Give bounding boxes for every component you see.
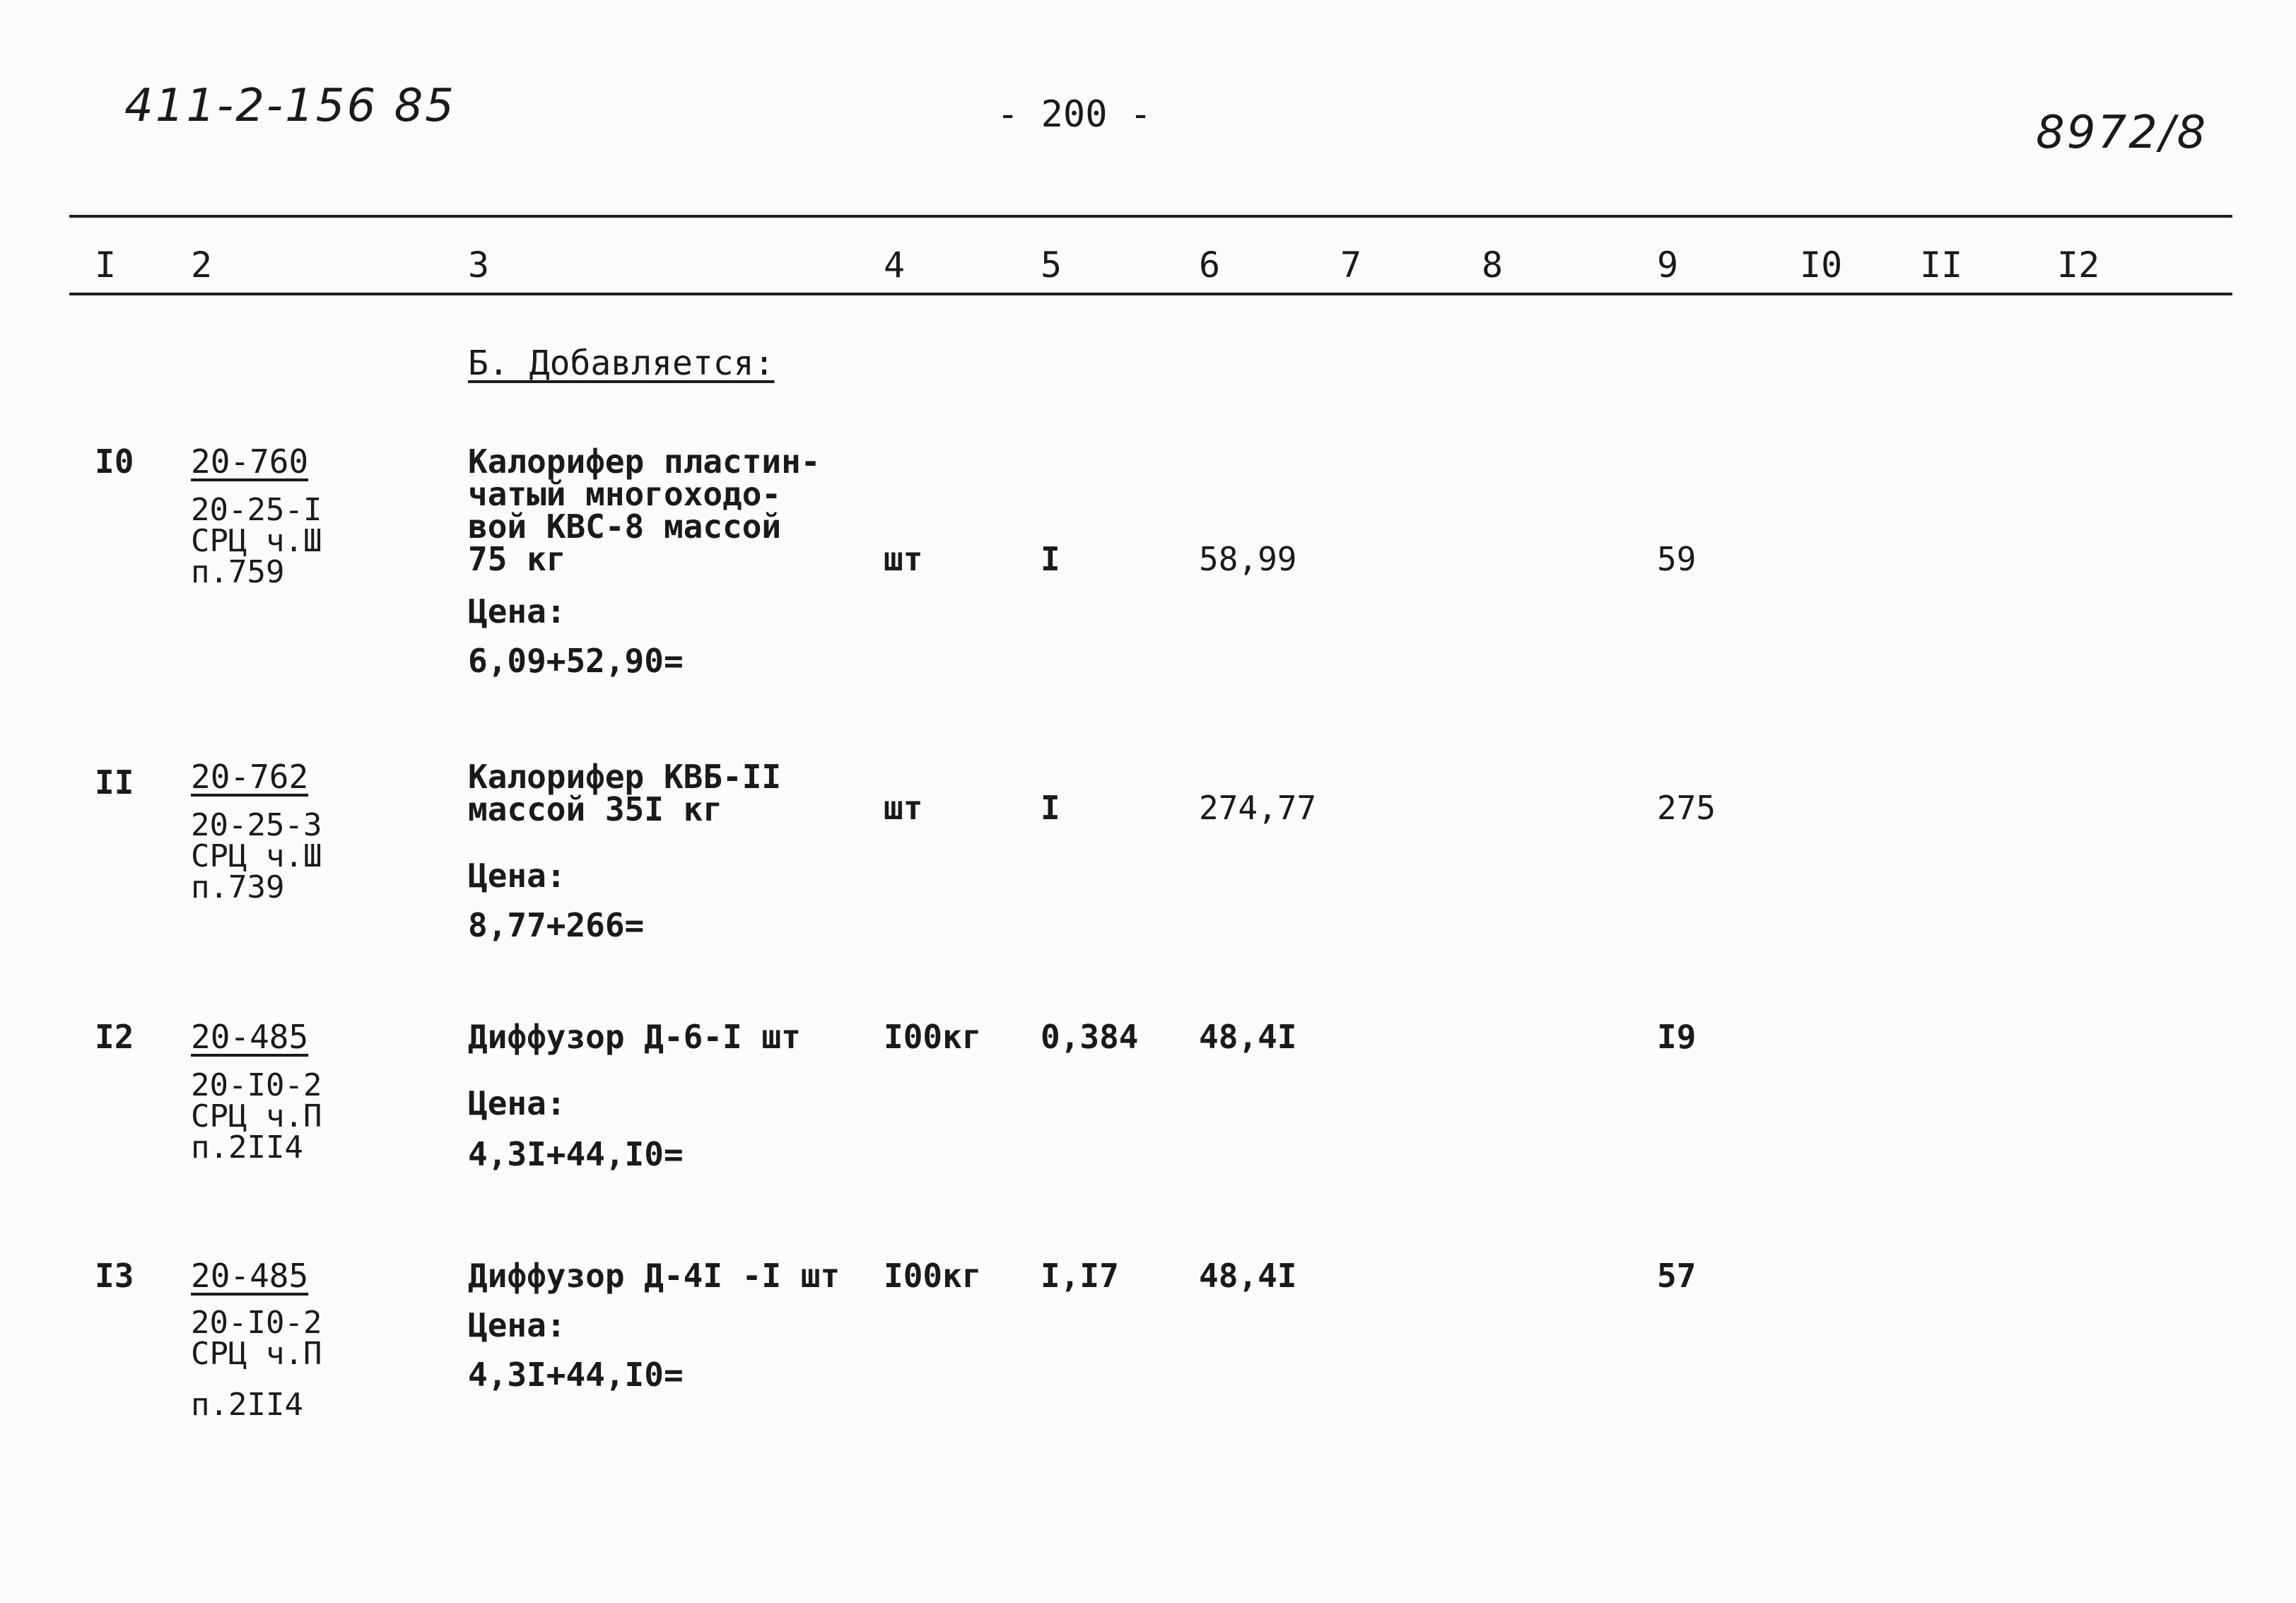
reference-line: СРЦ ч.П: [191, 1336, 322, 1372]
description-line: Калорифер КВБ-II: [468, 758, 782, 796]
quantity: 0,384: [1041, 1018, 1139, 1056]
reference-line: СРЦ ч.П: [191, 1098, 322, 1134]
unit: шт: [884, 540, 923, 578]
estimate-code: 20-762: [191, 758, 309, 796]
reference-line: СРЦ ч.Ш: [191, 838, 322, 874]
reference-line: 20-25-3: [191, 807, 322, 843]
table-header-rule: [69, 293, 2232, 295]
unit: I00кг: [884, 1257, 982, 1295]
column-number-8: 8: [1482, 245, 1504, 286]
price-label: Цена:: [468, 1084, 566, 1122]
column-number-12: I2: [2057, 245, 2100, 286]
column-number-3: 3: [468, 245, 490, 286]
section-title: Б. Добавляется:: [468, 344, 775, 383]
price-label: Цена:: [468, 1306, 566, 1344]
description-line: Диффузор Д-6-I шт: [468, 1018, 801, 1056]
column-number-11: II: [1920, 245, 1963, 286]
estimate-code: 20-485: [191, 1257, 309, 1295]
unit: шт: [884, 789, 923, 827]
estimate-code: 20-760: [191, 442, 309, 481]
reference-line: 20-25-I: [191, 492, 322, 528]
reference-line: п.759: [191, 554, 285, 590]
unit-price: 48,4I: [1199, 1018, 1297, 1056]
unit-price: 274,77: [1199, 789, 1317, 827]
price-formula: 4,3I+44,I0=: [468, 1135, 684, 1173]
unit: I00кг: [884, 1018, 982, 1056]
reference-line: СРЦ ч.Ш: [191, 523, 322, 559]
column-number-6: 6: [1199, 245, 1221, 286]
page-number: - 200 -: [997, 93, 1152, 136]
description-line: 75 кг: [468, 540, 566, 578]
description-line: чатый многоходо-: [468, 475, 782, 513]
description-line: Калорифер пластин-: [468, 442, 821, 481]
document-code: 411-2-156 85: [124, 80, 456, 132]
column-number-10: I0: [1800, 245, 1843, 286]
price-label: Цена:: [468, 592, 566, 630]
row-number: I2: [95, 1018, 134, 1056]
price-formula: 4,3I+44,I0=: [468, 1356, 684, 1394]
description-line: вой КВС-8 массой: [468, 507, 782, 546]
total-cost: 275: [1657, 789, 1716, 827]
description-line: массой 35I кг: [468, 790, 723, 828]
description-line: Диффузор Д-4I -I шт: [468, 1257, 840, 1295]
total-cost: I9: [1657, 1018, 1697, 1056]
total-cost: 57: [1657, 1257, 1697, 1295]
unit-price: 48,4I: [1199, 1257, 1297, 1295]
column-number-1: I: [95, 245, 117, 286]
column-number-2: 2: [191, 245, 213, 286]
column-number-4: 4: [884, 245, 906, 286]
quantity: I: [1041, 540, 1060, 578]
price-label: Цена:: [468, 857, 566, 895]
price-formula: 8,77+266=: [468, 906, 645, 944]
price-formula: 6,09+52,90=: [468, 642, 684, 680]
reference-line: 20-I0-2: [191, 1305, 322, 1341]
reference-line: 20-I0-2: [191, 1067, 322, 1103]
column-number-9: 9: [1657, 245, 1679, 286]
row-number: I3: [95, 1257, 134, 1295]
quantity: I,I7: [1041, 1257, 1119, 1295]
column-number-5: 5: [1041, 245, 1062, 286]
quantity: I: [1041, 789, 1060, 827]
table-top-rule: [69, 215, 2232, 218]
column-number-7: 7: [1340, 245, 1362, 286]
unit-price: 58,99: [1199, 540, 1297, 578]
sheet-code: 8972/8: [2036, 107, 2208, 159]
row-number: II: [95, 763, 134, 802]
total-cost: 59: [1657, 540, 1697, 578]
estimate-code: 20-485: [191, 1018, 309, 1056]
row-number: I0: [95, 442, 134, 481]
reference-line: п.739: [191, 869, 285, 905]
reference-line: п.2II4: [191, 1387, 303, 1423]
reference-line: п.2II4: [191, 1129, 303, 1165]
